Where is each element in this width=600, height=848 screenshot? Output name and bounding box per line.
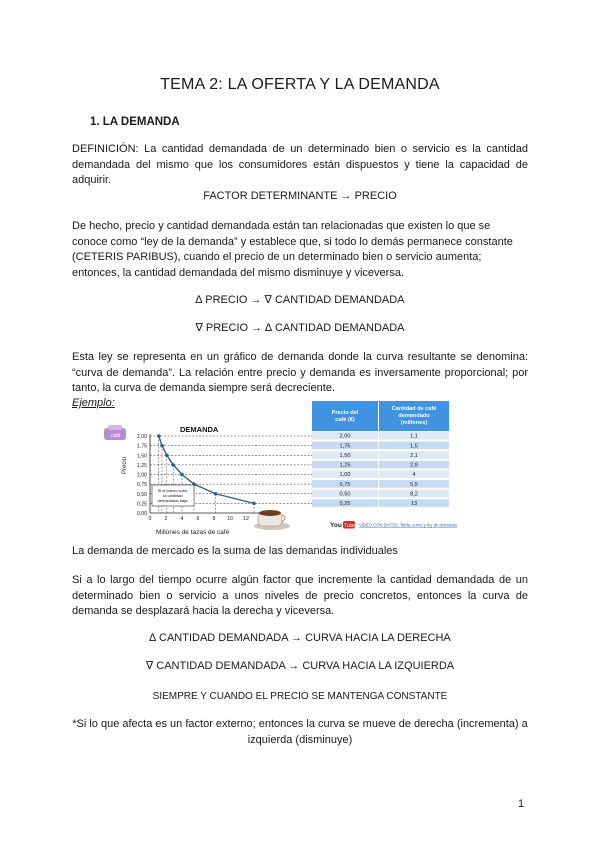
table-quantity-value: 8,2 [410, 491, 418, 498]
y-tick-label: 0,50 [136, 491, 147, 498]
external-factor-note: *Si lo que afecta es un factor externo; entonces la curva se mueve de derecha (incrementa) a izquierda (disminuye) [72, 718, 528, 746]
demand-figure [0, 398, 600, 538]
table-quantity-value: 1,5 [410, 443, 418, 450]
shift-paragraph: Si a lo largo del tiempo ocurre algún factor que incremente la cantidad demandada de un determinado bien o servicio a unos niveles de precio concretos, entonces la curva de demanda se desplazará hacia la derecha y viceversa. [72, 574, 528, 617]
x-tick-label: 10 [227, 516, 233, 522]
coffee-cup-icon [254, 510, 290, 530]
svg-text:demandada baja.: demandada baja. [157, 498, 189, 503]
x-tick-label: 0 [148, 516, 152, 522]
table-price-value: 0,50 [339, 491, 351, 498]
law-paragraph: De hecho, precio y cantidad demandada están tan relacionadas que existen lo que se conoce como “ley de la demanda” y establece que, si todo lo demás permanece constante (CETERIS PARIBUS), cuando el precio de un determinado bien o servicio aumenta; entonces, la cantidad demandada del mismo disminuye y viceversa. [72, 220, 513, 279]
table-quantity-value: 4 [412, 472, 416, 479]
rule-quantity-up: ∆ CANTIDAD DEMANDADA → CURVA HACIA LA DERECHA [149, 632, 451, 644]
x-tick-label: 4 [180, 516, 184, 522]
table-quantity-value: 1,1 [410, 433, 418, 440]
youtube-logo[interactable] [330, 521, 356, 529]
market-demand-line: La demanda de mercado es la suma de las demandas individuales [72, 545, 398, 557]
table-header-label: café (€) [335, 417, 355, 423]
table-price-value: 0,25 [339, 501, 351, 508]
y-tick-label: 1,25 [136, 462, 147, 469]
demand-point [160, 444, 164, 448]
y-tick-label: 2,00 [136, 434, 147, 440]
page-title: TEMA 2: LA OFERTA Y LA DEMANDA [160, 76, 440, 93]
x-axis-label: Millones de tazas de café [156, 529, 230, 536]
video-link[interactable]: VÍDEO CON DATOS: Tabla, curva y ley de demanda [359, 522, 457, 528]
constant-price-line: SIEMPRE Y CUANDO EL PRECIO SE MANTENGA CONSTANTE [152, 691, 448, 702]
page-number: 1 [518, 798, 525, 810]
example-label: Ejemplo: [72, 397, 115, 409]
chart-annotation [152, 485, 194, 506]
chart-ticks [137, 434, 265, 522]
demand-point [180, 473, 184, 477]
demand-point [171, 463, 175, 467]
y-tick-label: 1,75 [136, 443, 147, 450]
demand-point [214, 492, 218, 496]
section-heading: 1. LA DEMANDA [90, 116, 180, 128]
table-header-label: demandado [398, 413, 430, 419]
demand-point [157, 434, 161, 438]
table-header-label: (millones) [400, 420, 428, 426]
table-quantity-value: 2,9 [410, 462, 418, 469]
svg-text:Si el precio sube,: Si el precio sube, [157, 488, 189, 493]
table-price-value: 0,75 [339, 481, 351, 488]
table-price-value: 1,25 [339, 462, 351, 469]
rule-price-down: ∇ PRECIO → ∆ CANTIDAD DEMANDADA [195, 322, 405, 334]
y-tick-label: 0,75 [136, 482, 147, 489]
rule-price-up: ∆ PRECIO → ∇ CANTIDAD DEMANDADA [195, 294, 405, 306]
rule-quantity-down: ∇ CANTIDAD DEMANDADA → CURVA HACIA LA IZQUIERDA [145, 660, 455, 672]
svg-text:Tube: Tube [344, 523, 357, 529]
demand-table [312, 401, 449, 507]
demand-point [252, 502, 256, 506]
table-header-label: Cantidad de café [391, 406, 437, 412]
table-price-value: 1,75 [339, 443, 351, 450]
table-quantity-value: 5,5 [410, 481, 418, 488]
svg-text:la cantidad: la cantidad [163, 493, 183, 498]
chart-title: DEMANDA [180, 425, 219, 434]
x-tick-label: 8 [212, 516, 216, 522]
x-tick-label: 12 [243, 516, 249, 522]
svg-text:You: You [330, 522, 342, 529]
table-price-value: 1,00 [339, 472, 351, 479]
table-quantity-value: 2,1 [410, 452, 418, 459]
factor-line: FACTOR DETERMINANTE → PRECIO [203, 190, 397, 202]
x-tick-label: 2 [164, 516, 168, 522]
table-price-value: 2,00 [339, 433, 351, 440]
coffee-sack-icon [104, 425, 126, 440]
table-header-cell [312, 401, 378, 431]
y-tick-label: 1,00 [136, 472, 147, 479]
table-quantity-value: 13 [410, 501, 418, 508]
y-tick-label: 0,00 [136, 511, 147, 517]
y-tick-label: 0,25 [136, 501, 147, 508]
table-header-label: Precio del [331, 410, 359, 416]
y-tick-label: 1,50 [136, 453, 147, 460]
svg-text:café: café [111, 433, 121, 439]
y-axis-label: Precio [122, 456, 128, 474]
table-price-value: 1,50 [339, 452, 351, 459]
demand-point [165, 453, 169, 457]
definition-paragraph: DEFINICIÓN: La cantidad demandada de un determinado bien o servicio es la cantidad demandada del mismo que los consumidores están dispuestos y tiene la capacidad de adquirir. [72, 143, 528, 186]
curve-paragraph: Esta ley se representa en un gráfico de demanda donde la curva resultante se denomina: “curva de demanda”. La relación entre precio y demanda es inversamente proporcional; por tanto, la curva de demanda siempre será decreciente. [72, 351, 528, 394]
x-tick-label: 6 [196, 516, 200, 522]
